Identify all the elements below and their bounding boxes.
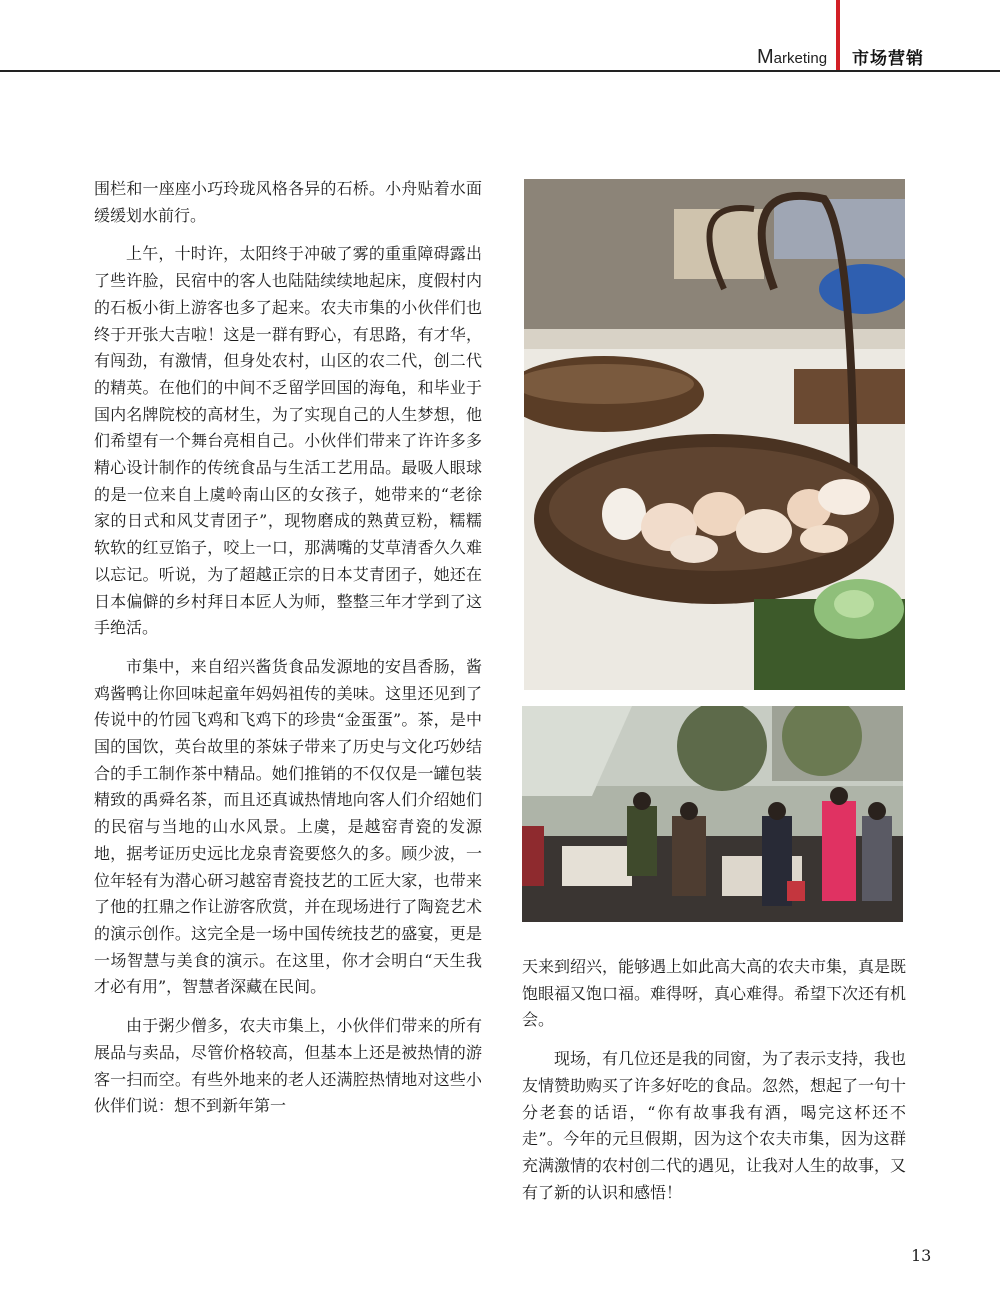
farmers-market-crowd-photo xyxy=(522,706,903,922)
article-left-column xyxy=(94,176,482,1132)
article-paragraph: 天来到绍兴，能够遇上如此高大高的农夫市集，真是既饱眼福又饱口福。难得呀，真心难得。希望下次还有机会。 xyxy=(522,957,907,1030)
egg-basket-photo xyxy=(524,179,905,690)
header-rule xyxy=(0,70,1000,72)
article-paragraph: 由于粥少僧多，农夫市集上，小伙伴们带来的所有展品与卖品，尽管价格较高，但基本上还是被热情的游客一扫而空。有些外地来的老人还满腔热情地对这些小伙伴们说：想不到新年第一 xyxy=(94,1016,482,1116)
article-paragraph: 围栏和一座座小巧玲珑风格各异的石桥。小舟贴着水面缓缓划水前行。 xyxy=(94,179,482,225)
section-title-cn: 市场营销 xyxy=(852,49,924,69)
article-paragraph: 现场，有几位还是我的同窗，为了表示支持，我也友情赞助购买了许多好吃的食品。忽然，想起了一句十分老套的话语，“你有故事我有酒，喝完这杯还不走”。今年的元旦假期，因为这个农夫市集，因为这群充满激情的农村创二代的遇见，让我对人生的故事，又有了新的认识和感悟！ xyxy=(522,1049,907,1202)
page-number: 13 xyxy=(911,1246,932,1265)
section-title-en xyxy=(757,46,827,69)
article-paragraph: 市集中，来自绍兴酱货食品发源地的安昌香肠，酱鸡酱鸭让你回味起童年妈妈祖传的美味。这里还见到了传说中的竹园飞鸡和飞鸡下的珍贵“金蛋蛋”。茶，是中国的国饮，英台故里的茶妹子带来了历史与文化巧妙结合的手工制作茶中精品。她们推销的不仅仅是一罐包装精致的禹舜名茶，而且还真诚热情地向客人们介绍她们的民宿与当地的山水风景。上虞，是越窑青瓷的发源地，据考证历史远比龙泉青瓷要悠久的多。顾少波，一位年轻有为潜心研习越窑青瓷技艺的工匠大家，也带来了他的扛鼎之作让游客欣赏，并在现场进行了陶瓷艺术的演示创作。这完全是一场中国传统技艺的盛宴，更是一场智慧与美食的演示。在这里，你才会明白“天生我才必有用”，智慧者深藏在民间。 xyxy=(94,656,482,997)
section-title-en-initial: M xyxy=(757,46,774,68)
header-accent-bar xyxy=(836,0,840,72)
section-title-en-rest: arketing xyxy=(773,50,828,67)
article-right-column xyxy=(522,954,906,1218)
article-paragraph: 上午，十时许，太阳终于冲破了雾的重重障碍露出了些许脸，民宿中的客人也陆陆续续地起床，度假村内的石板小街上游客也多了起来。农夫市集的小伙伴们也终于开张大吉啦！这是一群有野心，有思路，有才华，有闯劲，有激情，但身处农村，山区的农二代，创二代的精英。在他们的中间不乏留学回国的海龟，和毕业于国内名牌院校的高材生，为了实现自己的人生梦想，他们希望有一个舞台亮相自己。小伙伴们带来了许许多多精心设计制作的传统食品与生活工艺用品。最吸人眼球的是一位来自上虞岭南山区的女孩子，她带来的“老徐家的日式和风艾青团子”，现物磨成的熟黄豆粉，糯糯软软的红豆馅子，咬上一口，那满嘴的艾草清香久久难以忘记。听说，为了超越正宗的日本艾青团子，她还在日本偏僻的乡村拜日本匠人为师，整整三年才学到了这手绝活。 xyxy=(94,244,482,638)
